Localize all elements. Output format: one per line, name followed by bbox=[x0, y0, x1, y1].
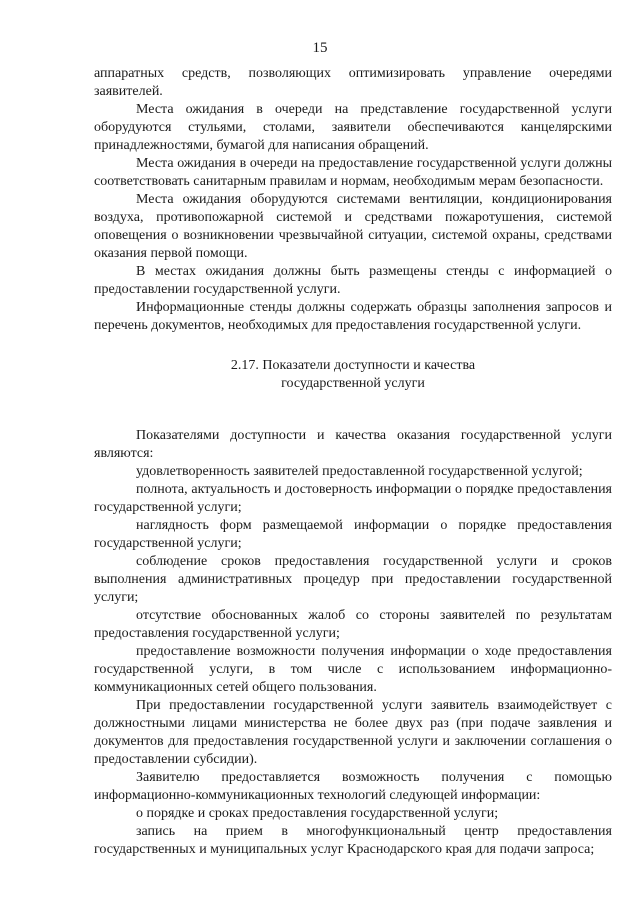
paragraph: Информационные стенды должны содержать образцы заполнения запросов и перечень документов, необходимых для предоставления государственной услуги. bbox=[94, 300, 612, 333]
document-body bbox=[94, 65, 612, 859]
paragraphs-before-heading bbox=[94, 65, 612, 335]
paragraph: Места ожидания в очереди на предоставление государственной услуги должны соответствовать санитарным правилам и нормам, необходимым мерам безопасности. bbox=[94, 156, 612, 189]
list-item: отсутствие обоснованных жалоб со стороны заявителей по результатам предоставления государственной услуги; bbox=[94, 608, 612, 641]
list-item: запись на прием в многофункциональный центр предоставления государственных и муниципальных услуг Краснодарского края для подачи запроса; bbox=[94, 824, 612, 857]
list-item: удовлетворенность заявителей предоставленной государственной услугой; bbox=[136, 464, 583, 479]
paragraph: Места ожидания оборудуются системами вентиляции, кондиционирования воздуха, противопожарной системой и средствами пожаротушения, системой оповещения о возникновении чрезвычайной ситуации, системой охраны, средствами оказания первой помощи. bbox=[94, 192, 612, 261]
section-heading-line-2: государственной услуги bbox=[281, 376, 425, 391]
paragraph: В местах ожидания должны быть размещены стенды с информацией о предоставлении государственной услуги. bbox=[94, 264, 612, 297]
paragraph: Заявителю предоставляется возможность получения с помощью информационно-коммуникационных технологий следующей информации: bbox=[94, 770, 612, 803]
paragraph: Места ожидания в очереди на представление государственной услуги оборудуются стульями, столами, заявители обеспечиваются канцелярскими принадлежностями, бумагой для написания обращений. bbox=[94, 102, 612, 153]
section-heading-line-1: 2.17. Показатели доступности и качества bbox=[230, 358, 476, 373]
paragraph: Показателями доступности и качества оказания государственной услуги являются: bbox=[94, 428, 612, 461]
page-number: 15 bbox=[312, 40, 328, 56]
paragraphs-after-heading bbox=[94, 427, 612, 859]
list-item: соблюдение сроков предоставления государственной услуги и сроков выполнения административных процедур при предоставлении государственной услуги; bbox=[94, 554, 612, 605]
paragraph: При предоставлении государственной услуги заявитель взаимодействует с должностными лицами министерства не более двух раз (при подаче заявления и документов для предоставления государственной услуги и заключении соглашения о предоставлении субсидии). bbox=[94, 698, 612, 767]
list-item: полнота, актуальность и достоверность информации о порядке предоставления государственной услуги; bbox=[94, 482, 612, 515]
section-heading bbox=[94, 357, 612, 393]
list-item: предоставление возможности получения информации о ходе предоставления государственной услуги, в том числе с использованием информационно-коммуникационных сетей общего пользования. bbox=[94, 644, 612, 695]
paragraph: аппаратных средств, позволяющих оптимизировать управление очередями заявителей. bbox=[94, 66, 612, 99]
list-item: наглядность форм размещаемой информации о порядке предоставления государственной услуги; bbox=[94, 518, 612, 551]
list-item: о порядке и сроках предоставления государственной услуги; bbox=[136, 806, 499, 821]
